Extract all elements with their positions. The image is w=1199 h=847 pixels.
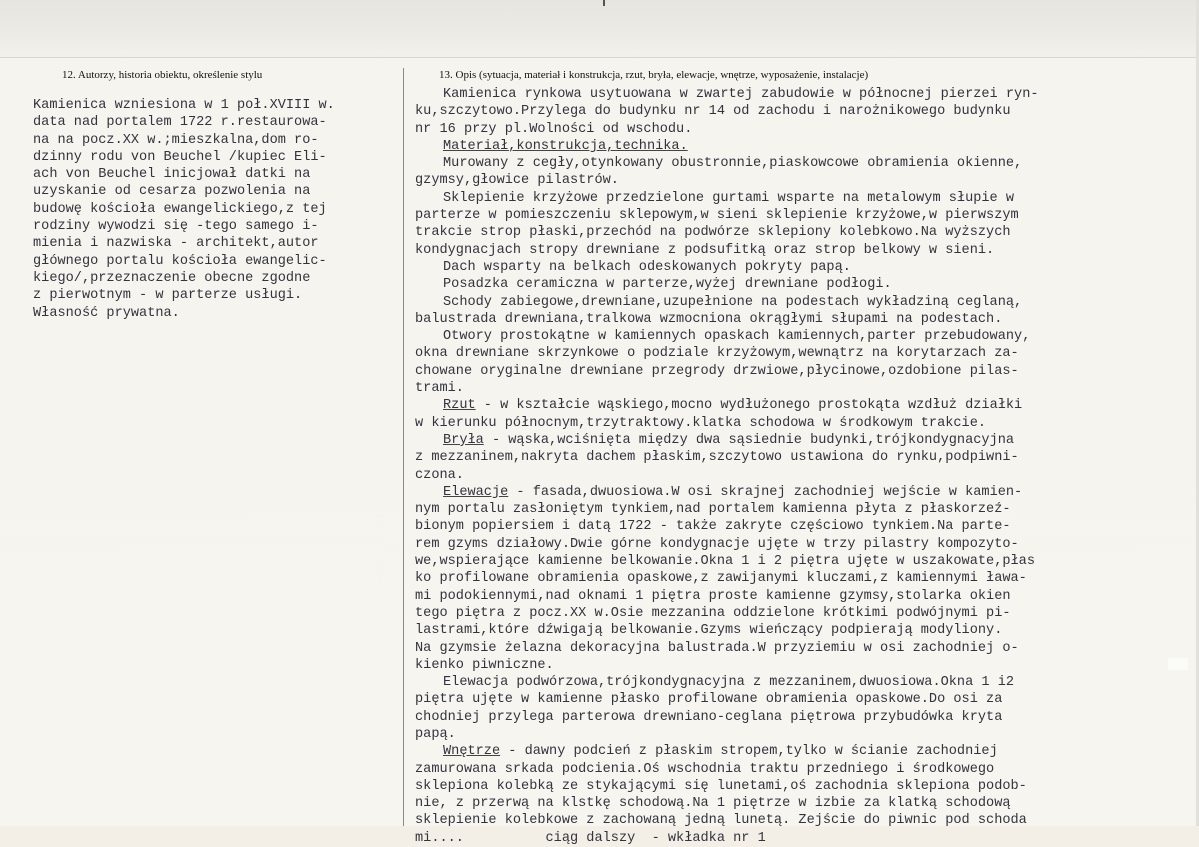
- description-line: [415, 363, 1039, 380]
- history-line: uzyskanie od cesarza pozwolenia na: [33, 184, 311, 200]
- description-line: [415, 345, 1039, 362]
- underlined-heading: Materiał,konstrukcja,technika.: [443, 138, 688, 154]
- description-text-block: [415, 86, 1039, 847]
- description-line: [415, 484, 1039, 501]
- line-text: mi podokiennymi,nad oknami 1 piętra proste kamienne gzymsy,stolarka okien: [415, 588, 1011, 604]
- line-text: Murowany z cegły,otynkowany obustronnie,piaskowcowe obramienia okienne,: [443, 156, 1023, 172]
- line-text: - fasada,dwuosiowa.W osi skrajnej zachodniej wejście w kamien-: [508, 484, 1023, 500]
- line-text: rem gzyms działowy.Dwie górne kondygnacje ujęte w trzy pilastry kompozyto-: [415, 536, 1019, 552]
- line-text: chowane oryginalne drewniane przegrody drzwiowe,płycinowe,ozdobione pilas-: [415, 363, 1019, 379]
- description-line: [415, 397, 1039, 414]
- top-edge-tick: [603, 0, 605, 6]
- line-text: papą.: [415, 726, 456, 742]
- line-text: w kierunku północnym,trzytraktowy.klatka schodowa w środkowym trakcie.: [415, 415, 987, 431]
- line-text: z mezzaninem,nakryta dachem płaskim,szczytowo ustawiona do rynku,podpiwni-: [415, 450, 1019, 466]
- description-line: [415, 812, 1039, 829]
- history-line: mienia i nazwiska - architekt,autor: [33, 236, 319, 252]
- history-line: na na pocz.XX w.;mieszkalna,dom ro-: [33, 132, 319, 148]
- line-text: nr 16 przy pl.Wolności od wschodu.: [415, 121, 693, 137]
- line-text: Otwory prostokątne w kamiennych opaskach kamiennych,parter przebudowany,: [443, 329, 1031, 345]
- line-text: Dach wsparty na belkach odeskowanych pokryty papą.: [443, 259, 851, 275]
- description-line: [415, 536, 1039, 553]
- history-line: budowę kościoła ewangelickiego,z tej: [33, 201, 327, 217]
- top-rule: [0, 57, 1199, 58]
- line-text: tego piętra z pocz.XX w.Osie mezzanina oddzielone krótkimi podwójnymi pi-: [415, 605, 1011, 621]
- description-line: [415, 570, 1039, 587]
- line-text: sklepienie kolebkowe z zachowaną jedną lunetą. Zejście do piwnic pod schoda: [415, 813, 1027, 829]
- history-text-block: [33, 97, 335, 322]
- line-text: ku,szczytowo.Przylega do budynku nr 14 od zachodu i narożnikowego budynku: [415, 104, 1011, 120]
- description-line: [415, 294, 1039, 311]
- line-text: gzymsy,głowice pilastrów.: [415, 173, 619, 189]
- description-line: [415, 588, 1039, 605]
- paper-smudge: [1168, 658, 1188, 670]
- description-line: [415, 640, 1039, 657]
- description-line: [415, 121, 1039, 138]
- line-text: okna drewniane skrzynkowe o podziale krzyżowym,wewnątrz na korytarzach za-: [415, 346, 1019, 362]
- line-text: Kamienica rynkowa usytuowana w zwartej zabudowie w północnej pierzei ryn-: [443, 87, 1039, 102]
- description-line: [415, 432, 1039, 449]
- line-text: Posadzka ceramiczna w parterze,wyżej drewniane podłogi.: [443, 277, 892, 293]
- description-line: [415, 86, 1039, 103]
- line-text: lastrami,które dźwigają belkowanie.Gzyms wieńczący podpierają modyliony.: [415, 623, 1003, 639]
- column-divider: [403, 68, 404, 826]
- line-text: mi.... ciąg dalszy - wkładka nr 1: [415, 830, 766, 846]
- description-line: [415, 553, 1039, 570]
- line-text: Sklepienie krzyżowe przedzielone gurtami wsparte na metalowym słupie w: [443, 190, 1015, 206]
- line-text: bionym popiersiem i datą 1722 - także zakryte częściowo tynkiem.Na parte-: [415, 519, 1011, 535]
- section-12-header: 12. Autorzy, historia obiektu, określenie stylu: [62, 69, 263, 81]
- description-line: [415, 311, 1039, 328]
- history-line: dzinny rodu von Beuchel /kupiec Eli-: [33, 149, 327, 165]
- description-line: [415, 518, 1039, 535]
- description-line: [415, 778, 1039, 795]
- underlined-heading: Wnętrze: [443, 744, 501, 760]
- description-line: [415, 190, 1039, 207]
- description-line: [415, 276, 1039, 293]
- history-line: data nad portalem 1722 r.restaurowa-: [33, 115, 327, 131]
- line-text: Elewacja podwórzowa,trójkondygnacyjna z mezzaninem,dwuosiowa.Okna 1 i2: [443, 675, 1015, 691]
- description-line: [415, 605, 1039, 622]
- description-line: [415, 761, 1039, 778]
- description-line: [415, 657, 1039, 674]
- history-line: głównego portalu kościoła ewangelic-: [33, 253, 327, 269]
- history-line: ach von Beuchel inicjował datki na: [33, 167, 311, 183]
- description-line: [415, 224, 1039, 241]
- line-text: zamurowana srkada podcienia.Oś wschodnia traktu przedniego i środkowego: [415, 761, 995, 777]
- line-text: ko profilowane obramienia opaskowe,z zawijanymi kluczami,z kamiennymi ława-: [415, 571, 1027, 587]
- line-text: nie, z przerwą na klstkę schodową.Na 1 piętrze w izbie za klatką schodową: [415, 796, 1011, 812]
- history-line: z pierwotnym - w parterze usługi.: [33, 288, 303, 304]
- history-line: Własność prywatna.: [33, 305, 180, 321]
- line-text: balustrada drewniana,tralkowa wzmocniona okrągłymi słupami na podestach.: [415, 311, 1003, 327]
- line-text: - wąska,wciśnięta między dwa sąsiednie budynki,trójkondygnacyjna: [483, 432, 1015, 448]
- line-text: czona.: [415, 467, 464, 483]
- description-line: [415, 674, 1039, 691]
- line-text: - w kształcie wąskiego,mocno wydłużonego prostokąta wzdłuż działki: [475, 398, 1023, 414]
- description-line: [415, 207, 1039, 224]
- description-line: [415, 795, 1039, 812]
- line-text: kienko piwniczne.: [415, 657, 554, 673]
- description-line: [415, 328, 1039, 345]
- line-text: - dawny podcień z płaskim stropem,tylko w ścianie zachodniej: [500, 744, 998, 760]
- line-text: we,wspierające kamienne belkowanie.Okna 1 i 2 piętra ujęte w uszakowate,płas: [415, 554, 1035, 570]
- line-text: trakcie strop płaski,przechód na podwórze sklepiony kolebkowo.Na wyższych: [415, 225, 1011, 241]
- line-text: nym portalu zasłoniętym tynkiem,nad portalem kamienna płyta z płaskorzeź-: [415, 502, 1011, 518]
- description-line: [415, 415, 1039, 432]
- line-text: Schody zabiegowe,drewniane,uzupełnione na podestach wykładziną ceglaną,: [443, 294, 1023, 310]
- description-line: [415, 743, 1039, 760]
- description-line: [415, 709, 1039, 726]
- history-line: kiego/,przeznaczenie obecne zgodne: [33, 270, 311, 286]
- description-line: [415, 691, 1039, 708]
- line-text: Na gzymsie żelazna dekoracyjna balustrada.W przyziemiu w osi zachodniej o-: [415, 640, 1019, 656]
- line-text: piętra ujęte w kamienne płasko profilowane obramienia opaskowe.Do osi za: [415, 692, 1003, 708]
- description-line: [415, 501, 1039, 518]
- line-text: parterze w pomieszczeniu sklepowym,w sieni sklepienie krzyżowe,w pierwszym: [415, 208, 1019, 224]
- description-line: [415, 138, 1039, 155]
- description-line: [415, 155, 1039, 172]
- underlined-heading: Rzut: [443, 398, 476, 414]
- description-line: [415, 830, 1039, 847]
- description-line: [415, 467, 1039, 484]
- history-line: Kamienica wzniesiona w 1 poł.XVIII w.: [33, 98, 335, 113]
- description-line: [415, 449, 1039, 466]
- line-text: sklepiona kolebką ze stykającymi się lunetami,oś zachodnia sklepiona podob-: [415, 778, 1027, 794]
- line-text: chodniej przylega parterowa drewniano-ceglana piętrowa przybudówka kryta: [415, 709, 1003, 725]
- section-13-header: 13. Opis (sytuacja, materiał i konstrukcja, rzut, bryła, elewacje, wnętrze, wyposażenie, instalacje): [439, 69, 869, 81]
- description-line: [415, 172, 1039, 189]
- line-text: kondygnacjach stropy drewniane z podsufitką oraz strop belkowy w sieni.: [415, 242, 995, 258]
- underlined-heading: Bryła: [443, 432, 484, 448]
- description-line: [415, 103, 1039, 120]
- description-line: [415, 622, 1039, 639]
- underlined-heading: Elewacje: [443, 484, 509, 500]
- history-line: rodziny wywodzi się -tego samego i-: [33, 219, 319, 235]
- top-margin-strip: [0, 0, 1199, 58]
- description-line: [415, 726, 1039, 743]
- line-text: trami.: [415, 381, 464, 397]
- description-line: [415, 259, 1039, 276]
- description-line: [415, 242, 1039, 259]
- description-line: [415, 380, 1039, 397]
